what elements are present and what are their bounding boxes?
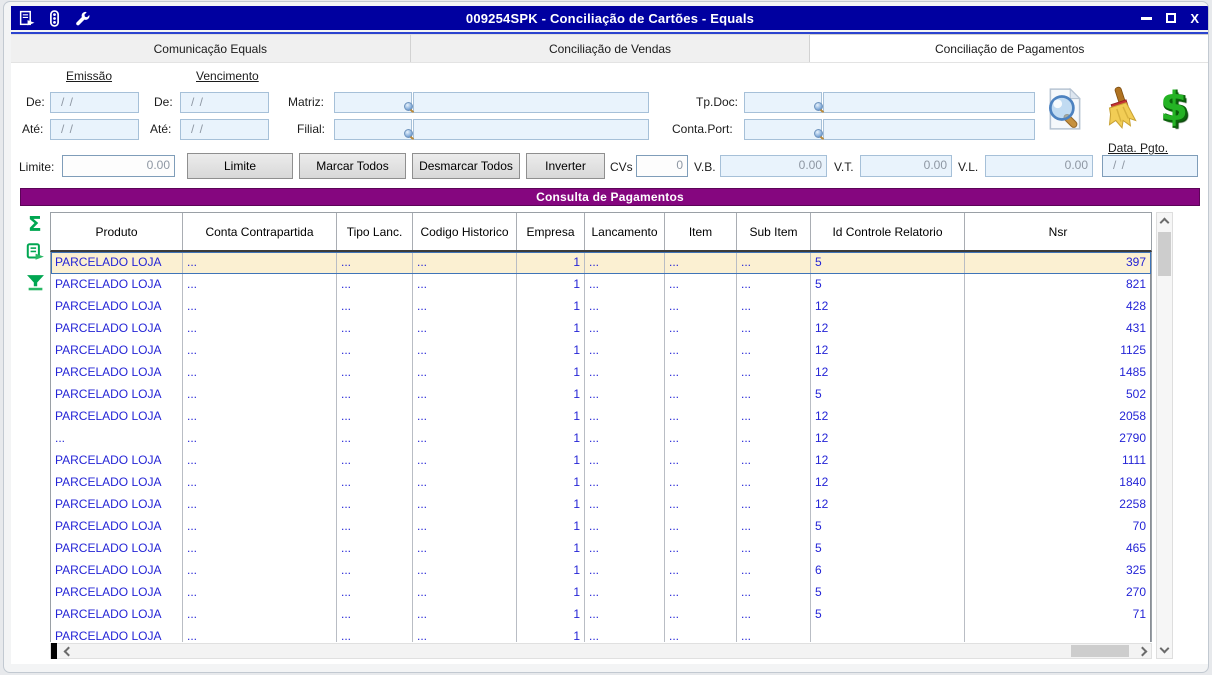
column-header-tipo-lanc[interactable]: Tipo Lanc. (337, 213, 413, 250)
cell-produto[interactable]: PARCELADO LOJA (51, 252, 183, 274)
cell-lancamento[interactable]: ... (585, 274, 665, 296)
cell-lancamento[interactable]: ... (585, 494, 665, 516)
vencimento-ate-input[interactable]: / / (180, 119, 269, 140)
cell-item[interactable]: ... (665, 538, 737, 560)
conta-port-name-input[interactable] (823, 119, 1035, 140)
matriz-code-input[interactable] (334, 92, 412, 113)
table-row[interactable] (51, 472, 1151, 494)
cell-tipo-lanc[interactable]: ... (337, 604, 413, 626)
cell-id-controle-relatorio[interactable]: 12 (811, 296, 965, 318)
clear-broom-icon[interactable] (1098, 86, 1144, 132)
limite-label: Limite: (19, 160, 55, 174)
cell-lancamento[interactable]: ... (585, 626, 665, 642)
cell-conta-contrapartida[interactable]: ... (183, 472, 337, 494)
cell-nsr[interactable]: 397 (965, 252, 1151, 274)
vt-label: V.T. (834, 160, 854, 174)
cell-sub-item[interactable]: ... (737, 626, 811, 642)
cell-conta-contrapartida[interactable]: ... (183, 318, 337, 340)
cell-codigo-historico[interactable]: ... (413, 626, 517, 642)
cell-codigo-historico[interactable]: ... (413, 340, 517, 362)
cell-empresa[interactable]: 1 (517, 406, 585, 428)
cell-nsr[interactable]: 70 (965, 516, 1151, 538)
cell-id-controle-relatorio[interactable]: 12 (811, 472, 965, 494)
cell-produto[interactable]: PARCELADO LOJA (51, 626, 183, 642)
scroll-down-icon[interactable] (1160, 644, 1170, 654)
cell-codigo-historico[interactable]: ... (413, 560, 517, 582)
data-pgto-input[interactable]: / / (1102, 155, 1198, 177)
table-row[interactable] (51, 538, 1151, 560)
marcar-todos-button[interactable]: Marcar Todos (299, 153, 406, 179)
vencimento-section-label: Vencimento (196, 69, 259, 83)
cell-item[interactable]: ... (665, 516, 737, 538)
cell-codigo-historico[interactable]: ... (413, 582, 517, 604)
cell-produto[interactable]: PARCELADO LOJA (51, 274, 183, 296)
vt-value-field[interactable]: 0.00 (860, 155, 952, 177)
cell-sub-item[interactable]: ... (737, 450, 811, 472)
cell-id-controle-relatorio[interactable]: 12 (811, 428, 965, 450)
cell-empresa[interactable]: 1 (517, 450, 585, 472)
cell-produto[interactable]: PARCELADO LOJA (51, 560, 183, 582)
emissao-ate-input[interactable]: / / (50, 119, 139, 140)
cell-empresa[interactable]: 1 (517, 296, 585, 318)
cell-conta-contrapartida[interactable]: ... (183, 252, 337, 274)
export-report-green-icon[interactable] (25, 242, 45, 267)
vb-label: V.B. (694, 160, 716, 174)
cell-id-controle-relatorio[interactable]: 5 (811, 604, 965, 626)
cell-empresa[interactable]: 1 (517, 516, 585, 538)
cell-empresa[interactable]: 1 (517, 560, 585, 582)
cell-conta-contrapartida[interactable]: ... (183, 516, 337, 538)
cell-id-controle-relatorio[interactable]: 5 (811, 538, 965, 560)
tab-conciliacao-pagamentos[interactable]: Conciliação de Pagamentos (810, 34, 1209, 62)
cell-nsr[interactable]: 502 (965, 384, 1151, 406)
cell-empresa[interactable]: 1 (517, 318, 585, 340)
cell-item[interactable]: ... (665, 626, 737, 642)
cell-tipo-lanc[interactable]: ... (337, 384, 413, 406)
cell-id-controle-relatorio[interactable]: 5 (811, 252, 965, 274)
cell-produto[interactable]: PARCELADO LOJA (51, 472, 183, 494)
cell-lancamento[interactable]: ... (585, 516, 665, 538)
table-row[interactable] (51, 362, 1151, 384)
cell-tipo-lanc[interactable]: ... (337, 362, 413, 384)
cell-sub-item[interactable]: ... (737, 274, 811, 296)
cell-lancamento[interactable]: ... (585, 450, 665, 472)
column-header-sub-item[interactable]: Sub Item (737, 213, 811, 250)
matriz-name-input[interactable] (413, 92, 649, 113)
emissao-section-label: Emissão (66, 69, 113, 83)
payment-dollar-icon[interactable]: $ (1160, 84, 1188, 130)
cell-produto[interactable]: PARCELADO LOJA (51, 604, 183, 626)
cell-id-controle-relatorio[interactable]: 12 (811, 318, 965, 340)
cell-lancamento[interactable]: ... (585, 340, 665, 362)
table-row[interactable] (51, 274, 1151, 296)
cell-nsr[interactable]: 2790 (965, 428, 1151, 450)
cell-lancamento[interactable]: ... (585, 384, 665, 406)
table-row[interactable] (51, 406, 1151, 428)
table-row[interactable] (51, 252, 1151, 274)
matriz-lookup-knob-icon[interactable] (404, 102, 413, 111)
cell-sub-item[interactable]: ... (737, 538, 811, 560)
cell-item[interactable]: ... (665, 384, 737, 406)
cell-produto[interactable]: PARCELADO LOJA (51, 362, 183, 384)
cell-codigo-historico[interactable]: ... (413, 450, 517, 472)
tab-strip (11, 34, 1209, 63)
desmarcar-todos-button[interactable]: Desmarcar Todos (412, 153, 520, 179)
cell-sub-item[interactable]: ... (737, 604, 811, 626)
cell-lancamento[interactable]: ... (585, 582, 665, 604)
filial-name-input[interactable] (413, 119, 649, 140)
cell-id-controle-relatorio[interactable]: 12 (811, 362, 965, 384)
cell-lancamento[interactable]: ... (585, 406, 665, 428)
cell-conta-contrapartida[interactable]: ... (183, 384, 337, 406)
cell-empresa[interactable]: 1 (517, 582, 585, 604)
inverter-button[interactable]: Inverter (526, 153, 605, 179)
cell-id-controle-relatorio[interactable] (811, 626, 965, 642)
cell-item[interactable]: ... (665, 428, 737, 450)
cell-sub-item[interactable]: ... (737, 340, 811, 362)
cell-tipo-lanc[interactable]: ... (337, 582, 413, 604)
scroll-right-icon[interactable] (1138, 647, 1148, 657)
cell-codigo-historico[interactable]: ... (413, 494, 517, 516)
cell-lancamento[interactable]: ... (585, 252, 665, 274)
cell-lancamento[interactable]: ... (585, 560, 665, 582)
cell-codigo-historico[interactable]: ... (413, 428, 517, 450)
cell-id-controle-relatorio[interactable]: 12 (811, 406, 965, 428)
table-row[interactable] (51, 296, 1151, 318)
tp-doc-name-input[interactable] (823, 92, 1035, 113)
cell-empresa[interactable]: 1 (517, 428, 585, 450)
cell-tipo-lanc[interactable]: ... (337, 296, 413, 318)
table-row[interactable] (51, 340, 1151, 362)
close-button[interactable]: X (1190, 10, 1199, 26)
cell-empresa[interactable]: 1 (517, 472, 585, 494)
cell-nsr[interactable]: 71 (965, 604, 1151, 626)
cell-empresa[interactable]: 1 (517, 252, 585, 274)
column-header-nsr[interactable]: Nsr (1048, 224, 1068, 239)
cell-codigo-historico[interactable]: ... (413, 318, 517, 340)
tab-conciliacao-vendas[interactable]: Conciliação de Vendas (411, 34, 811, 62)
cell-sub-item[interactable]: ... (737, 296, 811, 318)
cell-tipo-lanc[interactable]: ... (337, 494, 413, 516)
column-header-codigo-historico[interactable]: Codigo Historico (413, 213, 517, 250)
cell-codigo-historico[interactable]: ... (413, 516, 517, 538)
table-row[interactable] (51, 384, 1151, 406)
cell-conta-contrapartida[interactable]: ... (183, 362, 337, 384)
cell-id-controle-relatorio[interactable]: 12 (811, 450, 965, 472)
table-row[interactable] (51, 626, 1151, 642)
table-row[interactable] (51, 560, 1151, 582)
cell-item[interactable]: ... (665, 494, 737, 516)
conta-port-code-input[interactable] (744, 119, 822, 140)
minimize-button[interactable] (1141, 17, 1152, 20)
column-header-item[interactable]: Item (665, 213, 737, 250)
cell-item[interactable]: ... (665, 252, 737, 274)
tp-doc-code-input[interactable] (744, 92, 822, 113)
cell-item[interactable]: ... (665, 296, 737, 318)
cell-lancamento[interactable]: ... (585, 318, 665, 340)
cell-produto[interactable]: PARCELADO LOJA (51, 450, 183, 472)
cell-sub-item[interactable]: ... (737, 494, 811, 516)
conta-port-label: Conta.Port: (672, 122, 733, 136)
matriz-label: Matriz: (288, 95, 324, 109)
limite-button[interactable]: Limite (187, 153, 293, 179)
vencimento-de-input[interactable]: / / (180, 92, 269, 113)
vencimento-ate-label: Até: (150, 122, 172, 136)
cell-produto[interactable]: PARCELADO LOJA (51, 538, 183, 560)
tab-comunicacao-equals[interactable]: Comunicação Equals (11, 34, 411, 62)
cell-sub-item[interactable]: ... (737, 472, 811, 494)
cell-sub-item[interactable]: ... (737, 384, 811, 406)
column-header-id-controle-relatorio[interactable]: Id Controle Relatorio (811, 213, 965, 250)
tp-doc-label: Tp.Doc: (696, 95, 739, 109)
cell-tipo-lanc[interactable]: ... (337, 340, 413, 362)
cell-produto[interactable]: PARCELADO LOJA (51, 318, 183, 340)
table-row[interactable] (51, 604, 1151, 626)
cell-item[interactable]: ... (665, 604, 737, 626)
cell-empresa[interactable]: 1 (517, 626, 585, 642)
cell-id-controle-relatorio[interactable]: 12 (811, 494, 965, 516)
cell-tipo-lanc[interactable]: ... (337, 538, 413, 560)
cell-nsr[interactable]: 821 (965, 274, 1151, 296)
cell-tipo-lanc[interactable]: ... (337, 252, 413, 274)
cell-empresa[interactable]: 1 (517, 340, 585, 362)
cell-conta-contrapartida[interactable]: ... (183, 296, 337, 318)
table-row[interactable] (51, 582, 1151, 604)
column-header-produto[interactable]: Produto (51, 213, 183, 250)
table-row[interactable] (51, 494, 1151, 516)
cell-item[interactable]: ... (665, 362, 737, 384)
window-title: 009254SPK - Conciliação de Cartões - Equals (465, 10, 755, 26)
vb-value-field[interactable]: 0.00 (720, 155, 827, 177)
cvs-value-field[interactable]: 0 (636, 155, 688, 177)
cell-sub-item[interactable]: ... (737, 428, 811, 450)
cell-nsr[interactable]: 431 (965, 318, 1151, 340)
cell-codigo-historico[interactable]: ... (413, 406, 517, 428)
conta-port-lookup-knob-icon[interactable] (814, 129, 823, 138)
cell-codigo-historico[interactable]: ... (413, 472, 517, 494)
cell-empresa[interactable]: 1 (517, 362, 585, 384)
cell-tipo-lanc[interactable]: ... (337, 450, 413, 472)
cell-conta-contrapartida[interactable]: ... (183, 340, 337, 362)
cell-conta-contrapartida[interactable]: ... (183, 494, 337, 516)
cell-codigo-historico[interactable]: ... (413, 538, 517, 560)
scroll-left-icon[interactable] (64, 647, 74, 657)
cell-sub-item[interactable]: ... (737, 560, 811, 582)
cell-nsr[interactable]: 2258 (965, 494, 1151, 516)
cell-nsr[interactable]: 1485 (965, 362, 1151, 384)
cell-conta-contrapartida[interactable]: ... (183, 626, 337, 642)
cell-conta-contrapartida[interactable]: ... (183, 538, 337, 560)
cell-lancamento[interactable]: ... (585, 362, 665, 384)
cell-sub-item[interactable]: ... (737, 582, 811, 604)
cell-lancamento[interactable]: ... (585, 428, 665, 450)
limite-input[interactable]: 0.00 (62, 155, 175, 177)
maximize-button[interactable] (1166, 13, 1176, 23)
cell-id-controle-relatorio[interactable]: 12 (811, 340, 965, 362)
cell-empresa[interactable]: 1 (517, 274, 585, 296)
cell-nsr[interactable]: 2058 (965, 406, 1151, 428)
cell-lancamento[interactable]: ... (585, 538, 665, 560)
cell-nsr[interactable] (965, 626, 1151, 642)
cell-codigo-historico[interactable]: ... (413, 296, 517, 318)
cell-codigo-historico[interactable]: ... (413, 252, 517, 274)
cell-produto[interactable]: PARCELADO LOJA (51, 494, 183, 516)
filial-label: Filial: (297, 122, 326, 136)
cell-sub-item[interactable]: ... (737, 318, 811, 340)
cell-item[interactable]: ... (665, 472, 737, 494)
table-body (50, 252, 1152, 642)
cell-produto[interactable]: PARCELADO LOJA (51, 296, 183, 318)
cell-tipo-lanc[interactable]: ... (337, 274, 413, 296)
cell-id-controle-relatorio[interactable]: 5 (811, 516, 965, 538)
cell-item[interactable]: ... (665, 450, 737, 472)
cell-item[interactable]: ... (665, 274, 737, 296)
cell-tipo-lanc[interactable]: ... (337, 560, 413, 582)
cell-produto[interactable]: ... (51, 428, 183, 450)
column-header-conta-contrapartida[interactable]: Conta Contrapartida (183, 213, 337, 250)
vertical-scrollbar-thumb[interactable] (1158, 232, 1171, 276)
cell-empresa[interactable]: 1 (517, 384, 585, 406)
table-row[interactable] (51, 516, 1151, 538)
filial-code-input[interactable] (334, 119, 412, 140)
cell-codigo-historico[interactable]: ... (413, 604, 517, 626)
cell-sub-item[interactable]: ... (737, 362, 811, 384)
cell-nsr[interactable]: 1125 (965, 340, 1151, 362)
column-header-lancamento[interactable]: Lancamento (585, 213, 665, 250)
horizontal-scrollbar-thumb[interactable] (1071, 645, 1129, 657)
cell-conta-contrapartida[interactable]: ... (183, 560, 337, 582)
cell-produto[interactable]: PARCELADO LOJA (51, 340, 183, 362)
vl-value-field[interactable]: 0.00 (985, 155, 1093, 177)
vencimento-de-label: De: (154, 95, 173, 109)
cell-item[interactable]: ... (665, 406, 737, 428)
cell-nsr[interactable]: 465 (965, 538, 1151, 560)
cell-lancamento[interactable]: ... (585, 296, 665, 318)
filial-lookup-knob-icon[interactable] (404, 129, 413, 138)
table-row[interactable] (51, 450, 1151, 472)
cell-empresa[interactable]: 1 (517, 538, 585, 560)
vl-label: V.L. (958, 160, 979, 174)
scroll-up-icon[interactable] (1160, 218, 1170, 228)
cell-tipo-lanc[interactable]: ... (337, 406, 413, 428)
cell-conta-contrapartida[interactable]: ... (183, 428, 337, 450)
data-pgto-label: Data. Pgto. (1108, 141, 1169, 155)
emissao-ate-label: Até: (22, 122, 44, 136)
cell-tipo-lanc[interactable]: ... (337, 428, 413, 450)
tp-doc-lookup-knob-icon[interactable] (814, 102, 823, 111)
emissao-de-input[interactable]: / / (50, 92, 139, 113)
cell-tipo-lanc[interactable]: ... (337, 626, 413, 642)
grid-cursor-mark (51, 643, 57, 659)
table-row[interactable] (51, 318, 1151, 340)
cell-empresa[interactable]: 1 (517, 494, 585, 516)
cell-lancamento[interactable]: ... (585, 604, 665, 626)
table-row[interactable] (51, 428, 1151, 450)
cell-nsr[interactable]: 270 (965, 582, 1151, 604)
cell-codigo-historico[interactable]: ... (413, 384, 517, 406)
cell-conta-contrapartida[interactable]: ... (183, 582, 337, 604)
cell-id-controle-relatorio[interactable]: 6 (811, 560, 965, 582)
vertical-scrollbar[interactable] (1156, 212, 1173, 659)
cell-tipo-lanc[interactable]: ... (337, 516, 413, 538)
cell-item[interactable]: ... (665, 318, 737, 340)
cell-item[interactable]: ... (665, 340, 737, 362)
cvs-label: CVs (610, 160, 633, 174)
sum-sigma-icon[interactable]: Σ (28, 212, 42, 236)
cell-nsr[interactable]: 1111 (965, 450, 1151, 472)
horizontal-scrollbar[interactable] (50, 643, 1152, 659)
cell-codigo-historico[interactable]: ... (413, 362, 517, 384)
cell-nsr[interactable]: 325 (965, 560, 1151, 582)
cell-tipo-lanc[interactable]: ... (337, 318, 413, 340)
filter-funnel-icon[interactable] (26, 274, 45, 296)
cell-nsr[interactable]: 1840 (965, 472, 1151, 494)
table-header-row (50, 212, 1152, 252)
title-bar (11, 6, 1209, 30)
cell-nsr[interactable]: 428 (965, 296, 1151, 318)
cell-conta-contrapartida[interactable]: ... (183, 604, 337, 626)
cell-produto[interactable]: PARCELADO LOJA (51, 406, 183, 428)
emissao-de-label: De: (26, 95, 45, 109)
cell-produto[interactable]: PARCELADO LOJA (51, 516, 183, 538)
cell-item[interactable]: ... (665, 560, 737, 582)
window (3, 1, 1209, 673)
cell-tipo-lanc[interactable]: ... (337, 472, 413, 494)
cell-id-controle-relatorio[interactable]: 5 (811, 582, 965, 604)
cell-conta-contrapartida[interactable]: ... (183, 274, 337, 296)
cell-empresa[interactable]: 1 (517, 604, 585, 626)
cell-conta-contrapartida[interactable]: ... (183, 450, 337, 472)
cell-conta-contrapartida[interactable]: ... (183, 406, 337, 428)
cell-produto[interactable]: PARCELADO LOJA (51, 582, 183, 604)
cell-id-controle-relatorio[interactable]: 5 (811, 384, 965, 406)
cell-lancamento[interactable]: ... (585, 472, 665, 494)
cell-item[interactable]: ... (665, 582, 737, 604)
cell-codigo-historico[interactable]: ... (413, 274, 517, 296)
cell-sub-item[interactable]: ... (737, 406, 811, 428)
grid-banner: Consulta de Pagamentos (20, 188, 1200, 206)
cell-id-controle-relatorio[interactable]: 5 (811, 274, 965, 296)
cell-sub-item[interactable]: ... (737, 516, 811, 538)
column-header-empresa[interactable]: Empresa (517, 213, 585, 250)
cell-sub-item[interactable]: ... (737, 252, 811, 274)
cell-produto[interactable]: PARCELADO LOJA (51, 384, 183, 406)
search-icon[interactable] (1042, 86, 1088, 132)
